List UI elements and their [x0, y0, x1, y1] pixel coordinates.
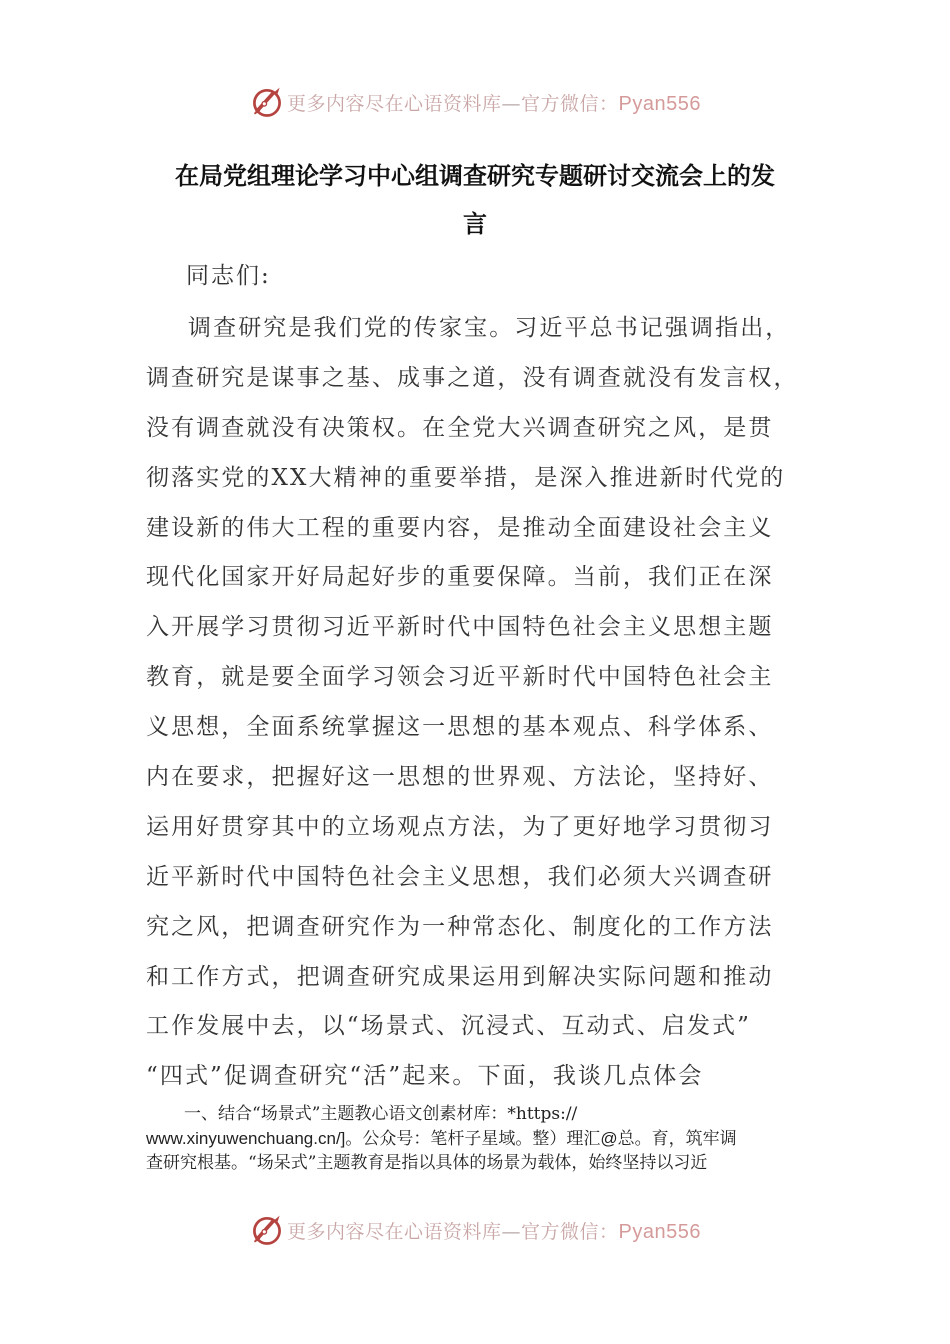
body-line: 调查研究是谋事之基、成事之道，没有调查就没有发言权， [146, 364, 799, 391]
body-paragraph [146, 304, 806, 1102]
title-line: 在局党组理论学习中心组调查研究专题研讨交流会上的发 [175, 162, 775, 190]
footer-watermark-banner [0, 1210, 950, 1250]
body-line: 近平新时代中国特色社会主义思想，我们必须大兴调查研 [146, 863, 774, 890]
pen-logo-icon [249, 84, 285, 120]
body-line: 没有调查就没有决策权。在全党大兴调查研究之风，是贯 [146, 414, 774, 441]
banner-wechat-id: Pyan556 [618, 92, 701, 115]
footer-watermark-text [287, 1217, 701, 1244]
title-line: 言 [463, 210, 487, 238]
body-line: 入开展学习贯彻习近平新时代中国特色社会主义思想主题 [146, 614, 774, 641]
banner-main-text: 更多内容尽在心语资料库 [287, 92, 502, 115]
body-line: 义思想，全面系统掌握这一思想的基本观点、科学体系、 [146, 714, 774, 741]
body-line: 工作发展中去，以“场景式、沉浸式、互动式、启发式” [146, 1013, 752, 1040]
header-watermark-text [287, 89, 701, 116]
body-line: 内在要求，把握好这一思想的世界观、方法论，坚持好、 [146, 764, 774, 791]
banner-main-text: 更多内容尽在心语资料库 [287, 1220, 502, 1243]
small-text-line: 查研究根基。“场呆式”主题教育是指以具体的场景为载体，始终坚持以习近 [146, 1153, 708, 1173]
pen-logo-icon [249, 1212, 285, 1248]
section-heading-paragraph [146, 1102, 806, 1176]
body-line: 现代化国家开好局起好步的重要保障。当前，我们正在深 [146, 564, 774, 591]
body-line: 建设新的伟大工程的重要内容，是推动全面建设社会主义 [146, 514, 774, 541]
header-watermark-banner [0, 82, 950, 122]
body-line: 究之风，把调查研究作为一种常态化、制度化的工作方法 [146, 913, 774, 940]
small-text-line: 一、结合“场景式”主题教心语文创素材库：*https:// [184, 1104, 578, 1124]
body-line: 调查研究是我们党的传家宝。习近平总书记强调指出， [188, 315, 791, 341]
body-line: 教育，就是要全面学习领会习近平新时代中国特色社会主 [146, 664, 774, 691]
body-line: 和工作方式，把调查研究成果运用到解决实际问题和推动 [146, 963, 774, 990]
banner-official-text: 官方微信： [521, 1220, 619, 1243]
body-line: 彻落实党的XX大精神的重要举措，是深入推进新时代党的 [146, 464, 786, 491]
banner-wechat-id: Pyan556 [618, 1220, 701, 1243]
body-line: 运用好贯穿其中的立场观点方法，为了更好地学习贯彻习 [146, 813, 774, 840]
greeting: 同志们: [186, 263, 271, 289]
small-text-line: www.xinyuwenchuang.cn/]。公众号：笔杆子星域。整）理汇@总。育，筑牢调 [146, 1128, 737, 1148]
banner-official-text: 官方微信： [521, 92, 619, 115]
banner-dash: — [501, 92, 522, 115]
body-line: “四式”促调查研究“活”起来。下面，我谈几点体会 [146, 1063, 704, 1090]
banner-dash: — [501, 1220, 522, 1243]
document-title [146, 152, 804, 248]
